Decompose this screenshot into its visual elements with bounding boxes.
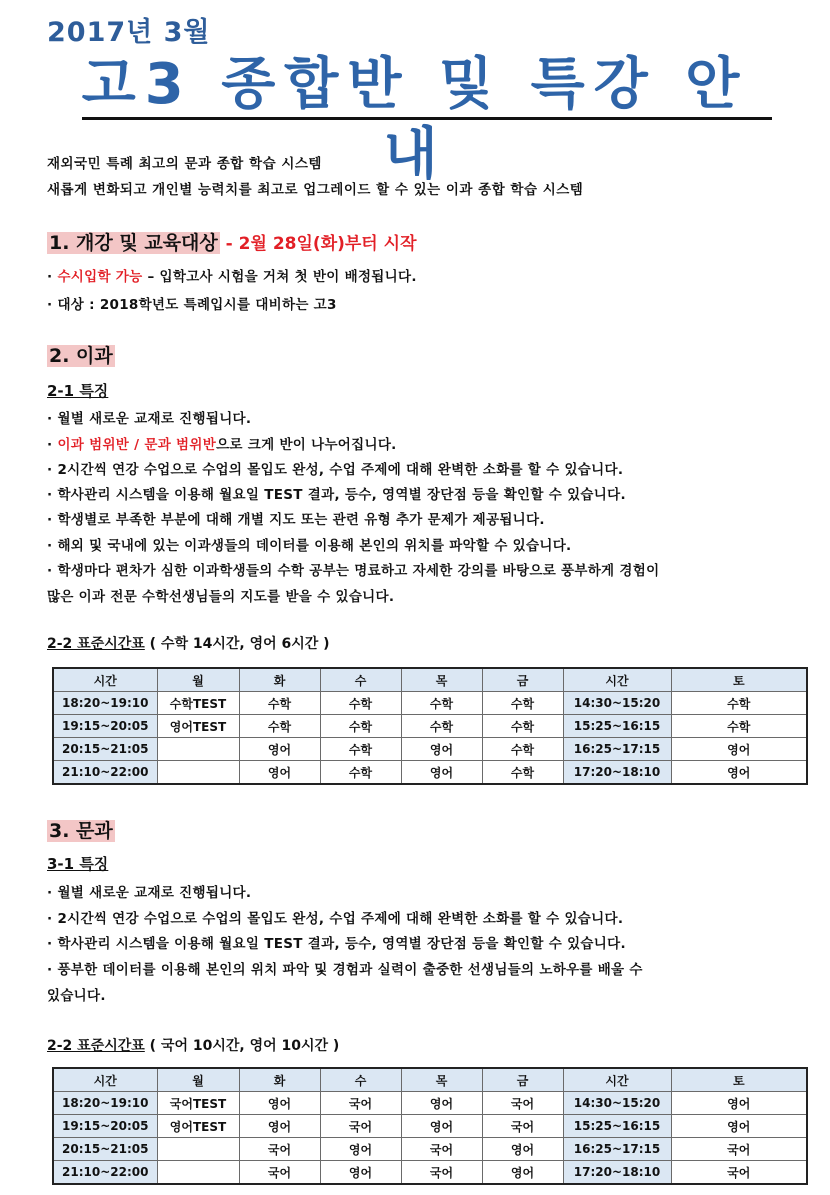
table-cell: 영어 — [239, 761, 320, 785]
intro-line-2: 새롭게 변화되고 개인별 능력치를 최고로 업그레이드 할 수 있는 이과 종합 학습 시스템 — [47, 182, 584, 198]
bullet-highlight: 이과 범위반 / 문과 범위반 — [57, 437, 217, 453]
table-cell: 19:15~20:05 — [53, 1115, 157, 1138]
bullet-item — [47, 508, 545, 528]
bullet-item — [47, 433, 397, 453]
table-header-cell: 화 — [239, 1068, 320, 1092]
table-row — [53, 738, 807, 761]
bullet-dot: · — [47, 462, 58, 478]
section-2-timetable — [52, 667, 808, 785]
table-cell: 영어 — [482, 1138, 563, 1161]
table-row — [53, 1115, 807, 1138]
table-header-cell: 금 — [482, 1068, 563, 1092]
table-cell: 수학 — [401, 715, 482, 738]
section-2-1-subheading: 2-1 특징 — [47, 382, 109, 400]
bullet-text: 학사관리 시스템을 이용해 월요일 TEST 결과, 등수, 영역별 장단점 등을 확인할 수 있습니다. — [57, 487, 626, 503]
bullet-dot: · — [47, 911, 58, 927]
table-cell: 15:25~16:15 — [563, 715, 671, 738]
bullet-item — [47, 534, 571, 554]
table-header-cell: 금 — [482, 668, 563, 692]
section-3-1-subheading: 3-1 특징 — [47, 855, 109, 873]
table-cell: 수학 — [401, 692, 482, 715]
table-cell: 영어 — [482, 1161, 563, 1185]
bullet-dot: · — [47, 538, 58, 554]
section-3-timetable — [52, 1067, 808, 1185]
table-header-cell: 시간 — [53, 668, 157, 692]
section-2-timetable-title — [47, 633, 330, 653]
table-cell: 국어 — [320, 1092, 401, 1115]
table-cell: 국어 — [671, 1161, 807, 1185]
bullet-text: 대상 : 2018학년도 특례입시를 대비하는 고3 — [57, 297, 337, 313]
bullet-text: 학생별로 부족한 부분에 대해 개별 지도 또는 관련 유형 추가 문제가 제공됩니다. — [57, 512, 545, 528]
section-2-heading — [47, 343, 115, 369]
section-1-title: 1. 개강 및 교육대상 — [49, 232, 218, 254]
year-month-heading: 2017년 3월 — [47, 17, 211, 48]
section-1-dash: - — [219, 234, 239, 254]
table-row — [53, 692, 807, 715]
table-cell — [157, 738, 239, 761]
bullet-text: 풍부한 데이터를 이용해 본인의 위치 파악 및 경험과 실력이 출중한 선생님들의 노하우를 배울 수 — [57, 962, 643, 978]
table-cell: 영어 — [239, 1092, 320, 1115]
bullet-item — [47, 907, 623, 927]
bullet-text: 해외 및 국내에 있는 이과생들의 데이터를 이용해 본인의 위치를 파악할 수 있습니다. — [57, 538, 572, 554]
table-cell: 14:30~15:20 — [563, 692, 671, 715]
table-header-cell: 시간 — [563, 668, 671, 692]
section-3-timetable-hours: ( 국어 10시간, 영어 10시간 ) — [144, 1038, 340, 1054]
table-header-cell: 토 — [671, 1068, 807, 1092]
bullet-item — [47, 559, 659, 579]
table-cell: 17:20~18:10 — [563, 761, 671, 785]
table-header-cell: 수 — [320, 1068, 401, 1092]
table-cell: 국어 — [401, 1161, 482, 1185]
section-2-timetable-label: 2-2 표준시간표 — [47, 636, 145, 652]
table-cell: 수학TEST — [157, 692, 239, 715]
table-header-cell: 월 — [157, 1068, 239, 1092]
section-3-timetable-label: 2-2 표준시간표 — [47, 1038, 145, 1054]
bullet-text: 학사관리 시스템을 이용해 월요일 TEST 결과, 등수, 영역별 장단점 등을 확인할 수 있습니다. — [57, 936, 626, 952]
table-cell: 국어 — [482, 1092, 563, 1115]
table-cell: 수학 — [482, 761, 563, 785]
bullet-item — [47, 293, 337, 313]
bullet-text: 월별 새로운 교재로 진행됩니다. — [57, 885, 252, 901]
table-cell: 수학 — [239, 692, 320, 715]
table-cell — [157, 1161, 239, 1185]
table-cell: 16:25~17:15 — [563, 1138, 671, 1161]
bullet-dot: · — [47, 297, 58, 313]
table-cell: 영어TEST — [157, 1115, 239, 1138]
table-cell: 영어 — [671, 1115, 807, 1138]
table-cell: 국어 — [671, 1138, 807, 1161]
section-3-continuation: 있습니다. — [47, 988, 106, 1004]
table-cell: 19:15~20:05 — [53, 715, 157, 738]
section-3-title: 3. 문과 — [49, 820, 113, 842]
bullet-dot: · — [47, 962, 58, 978]
table-cell: 18:20~19:10 — [53, 692, 157, 715]
bullet-text: 으로 크게 반이 나누어집니다. — [216, 437, 397, 453]
bullet-text: 월별 새로운 교재로 진행됩니다. — [57, 411, 252, 427]
table-cell: 20:15~21:05 — [53, 738, 157, 761]
table-cell: 영어 — [320, 1138, 401, 1161]
table-cell: 국어 — [320, 1115, 401, 1138]
table-header-cell: 월 — [157, 668, 239, 692]
table-cell: 14:30~15:20 — [563, 1092, 671, 1115]
section-3-timetable-title — [47, 1035, 339, 1055]
bullet-item — [47, 881, 251, 901]
table-cell: 영어 — [671, 738, 807, 761]
table-cell: 국어 — [239, 1161, 320, 1185]
table-cell: 영어 — [239, 738, 320, 761]
table-cell: 수학 — [239, 715, 320, 738]
table-cell: 20:15~21:05 — [53, 1138, 157, 1161]
bullet-item — [47, 958, 643, 978]
table-cell: 영어TEST — [157, 715, 239, 738]
table-cell: 21:10~22:00 — [53, 1161, 157, 1185]
table-cell: 수학 — [320, 715, 401, 738]
bullet-text: 2시간씩 연강 수업으로 수업의 몰입도 완성, 수업 주제에 대해 완벽한 소화를 할 수 있습니다. — [57, 911, 624, 927]
bullet-dot: · — [47, 885, 58, 901]
table-header-cell: 시간 — [563, 1068, 671, 1092]
table-header-cell: 토 — [671, 668, 807, 692]
bullet-item — [47, 265, 417, 285]
bullet-dot: · — [47, 563, 58, 579]
bullet-dot: · — [47, 487, 58, 503]
bullet-dot: · — [47, 437, 58, 453]
bullet-item — [47, 932, 626, 952]
table-cell: 수학 — [482, 715, 563, 738]
bullet-dot: · — [47, 512, 58, 528]
table-cell: 수학 — [671, 692, 807, 715]
table-row — [53, 761, 807, 785]
table-cell: 영어 — [671, 761, 807, 785]
section-1-heading — [47, 230, 417, 257]
table-cell: 영어 — [401, 761, 482, 785]
table-header-cell: 수 — [320, 668, 401, 692]
table-cell: 영어 — [401, 738, 482, 761]
table-cell: 국어 — [239, 1138, 320, 1161]
bullet-dot: · — [47, 411, 58, 427]
table-cell: 수학 — [320, 761, 401, 785]
table-cell: 18:20~19:10 — [53, 1092, 157, 1115]
table-header-cell: 목 — [401, 1068, 482, 1092]
table-cell: 수학 — [671, 715, 807, 738]
section-2-timetable-hours: ( 수학 14시간, 영어 6시간 ) — [144, 636, 330, 652]
table-cell: 국어 — [482, 1115, 563, 1138]
table-header-row — [53, 668, 807, 692]
table-cell: 국어TEST — [157, 1092, 239, 1115]
title-underline — [82, 117, 772, 120]
table-row — [53, 1138, 807, 1161]
table-cell: 영어 — [401, 1092, 482, 1115]
table-cell: 수학 — [320, 738, 401, 761]
table-cell: 21:10~22:00 — [53, 761, 157, 785]
table-header-cell: 화 — [239, 668, 320, 692]
table-row — [53, 1161, 807, 1185]
table-cell: 국어 — [401, 1138, 482, 1161]
page-title: 고3 종합반 및 특강 안내 — [81, 52, 749, 187]
table-cell: 15:25~16:15 — [563, 1115, 671, 1138]
bullet-dot: · — [47, 269, 58, 285]
bullet-text: 학생마다 편차가 심한 이과학생들의 수학 공부는 명료하고 자세한 강의를 바탕으로 풍부하게 경험이 — [57, 563, 660, 579]
bullet-text: 2시간씩 연강 수업으로 수업의 몰입도 완성, 수업 주제에 대해 완벽한 소화를 할 수 있습니다. — [57, 462, 624, 478]
intro-line-1: 재외국민 특례 최고의 문과 종합 학습 시스템 — [47, 156, 322, 172]
table-header-cell: 목 — [401, 668, 482, 692]
table-row — [53, 715, 807, 738]
table-cell: 17:20~18:10 — [563, 1161, 671, 1185]
table-cell: 16:25~17:15 — [563, 738, 671, 761]
section-1-start-note: 2월 28일(화)부터 시작 — [238, 234, 417, 254]
bullet-item — [47, 483, 626, 503]
table-cell: 수학 — [482, 692, 563, 715]
table-cell: 영어 — [671, 1092, 807, 1115]
table-cell: 영어 — [401, 1115, 482, 1138]
bullet-item — [47, 407, 251, 427]
bullet-highlight: 수시입학 가능 — [57, 269, 143, 285]
table-header-row — [53, 1068, 807, 1092]
table-cell — [157, 761, 239, 785]
section-2-continuation: 많은 이과 전문 수학선생님들의 지도를 받을 수 있습니다. — [47, 589, 395, 605]
table-cell: 수학 — [482, 738, 563, 761]
section-3-heading — [47, 818, 115, 844]
table-header-cell: 시간 — [53, 1068, 157, 1092]
table-cell: 수학 — [320, 692, 401, 715]
bullet-item — [47, 458, 623, 478]
table-cell — [157, 1138, 239, 1161]
bullet-text: – 입학고사 시험을 거쳐 첫 반이 배정됩니다. — [142, 269, 417, 285]
table-cell: 영어 — [320, 1161, 401, 1185]
bullet-dot: · — [47, 936, 58, 952]
section-2-title: 2. 이과 — [49, 345, 113, 367]
table-cell: 영어 — [239, 1115, 320, 1138]
table-row — [53, 1092, 807, 1115]
